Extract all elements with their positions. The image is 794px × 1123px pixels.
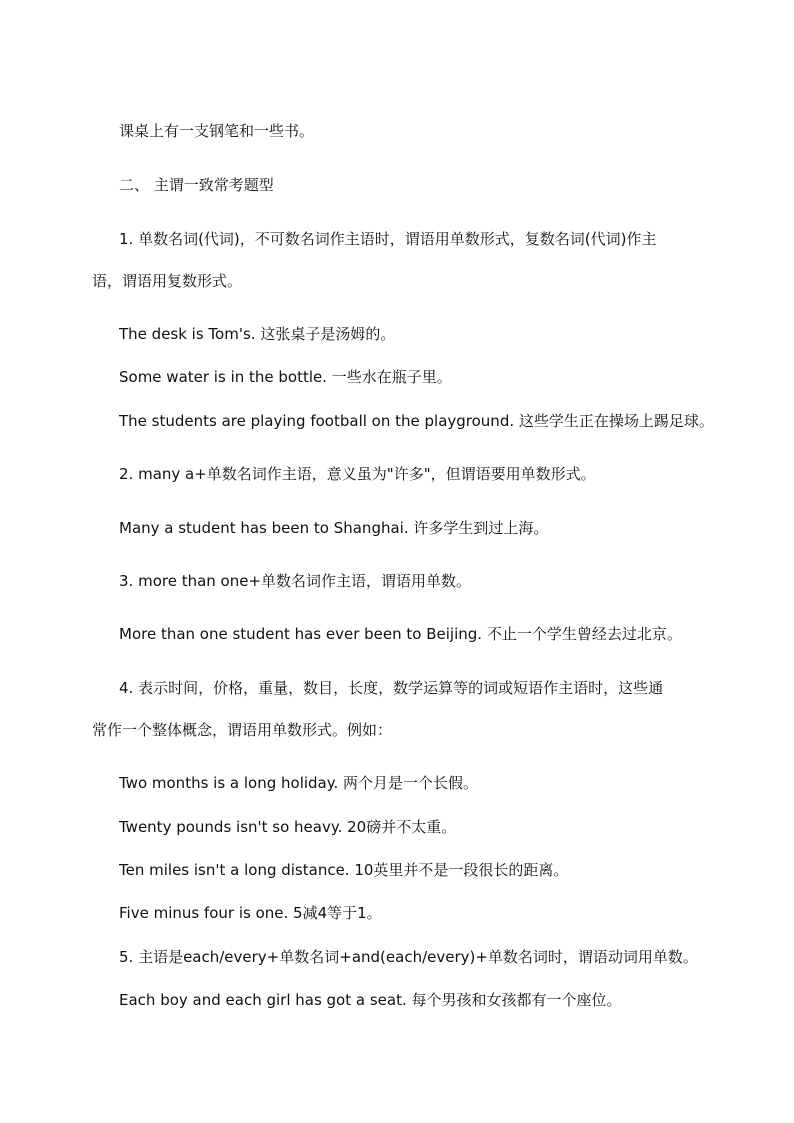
rule-5: 5. 主语是each/every+单数名词+and(each/every)+单数名词时，谓语动词用单数。 [119,948,698,966]
rule-4-line-1: 4. 表示时间，价格，重量，数目，长度，数学运算等的词或短语作主语时，这些通 [119,679,664,697]
example-sentence: The desk is Tom's. 这张桌子是汤姆的。 [119,325,396,343]
example-sentence: Twenty pounds isn't so heavy. 20磅并不太重。 [119,818,457,836]
example-sentence: Two months is a long holiday. 两个月是一个长假。 [119,774,479,792]
example-sentence: Each boy and each girl has got a seat. 每个男孩和女孩都有一个座位。 [119,991,622,1009]
example-sentence: The students are playing football on the playground. 这些学生正在操场上踢足球。 [119,412,714,430]
example-sentence: Ten miles isn't a long distance. 10英里并不是一段很长的距离。 [119,861,569,879]
example-translation: 课桌上有一支钢笔和一些书。 [119,122,315,140]
rule-2: 2. many a+单数名词作主语，意义虽为"许多"，但谓语要用单数形式。 [119,465,596,483]
example-sentence: More than one student has ever been to Beijing. 不止一个学生曾经去过北京。 [119,625,682,643]
rule-4-line-2: 常作一个整体概念，谓语用单数形式。例如： [92,721,393,739]
rule-1-line-1: 1. 单数名词(代词)，不可数名词作主语时，谓语用单数形式，复数名词(代词)作主 [119,230,657,248]
rule-1-line-2: 语，谓语用复数形式。 [92,272,243,290]
example-sentence: Five minus four is one. 5减4等于1。 [119,904,382,922]
section-heading: 二、 主谓一致常考题型 [119,176,274,194]
rule-3: 3. more than one+单数名词作主语，谓语用单数。 [119,572,472,590]
example-sentence: Some water is in the bottle. 一些水在瓶子里。 [119,368,452,386]
example-sentence: Many a student has been to Shanghai. 许多学生到过上海。 [119,519,549,537]
